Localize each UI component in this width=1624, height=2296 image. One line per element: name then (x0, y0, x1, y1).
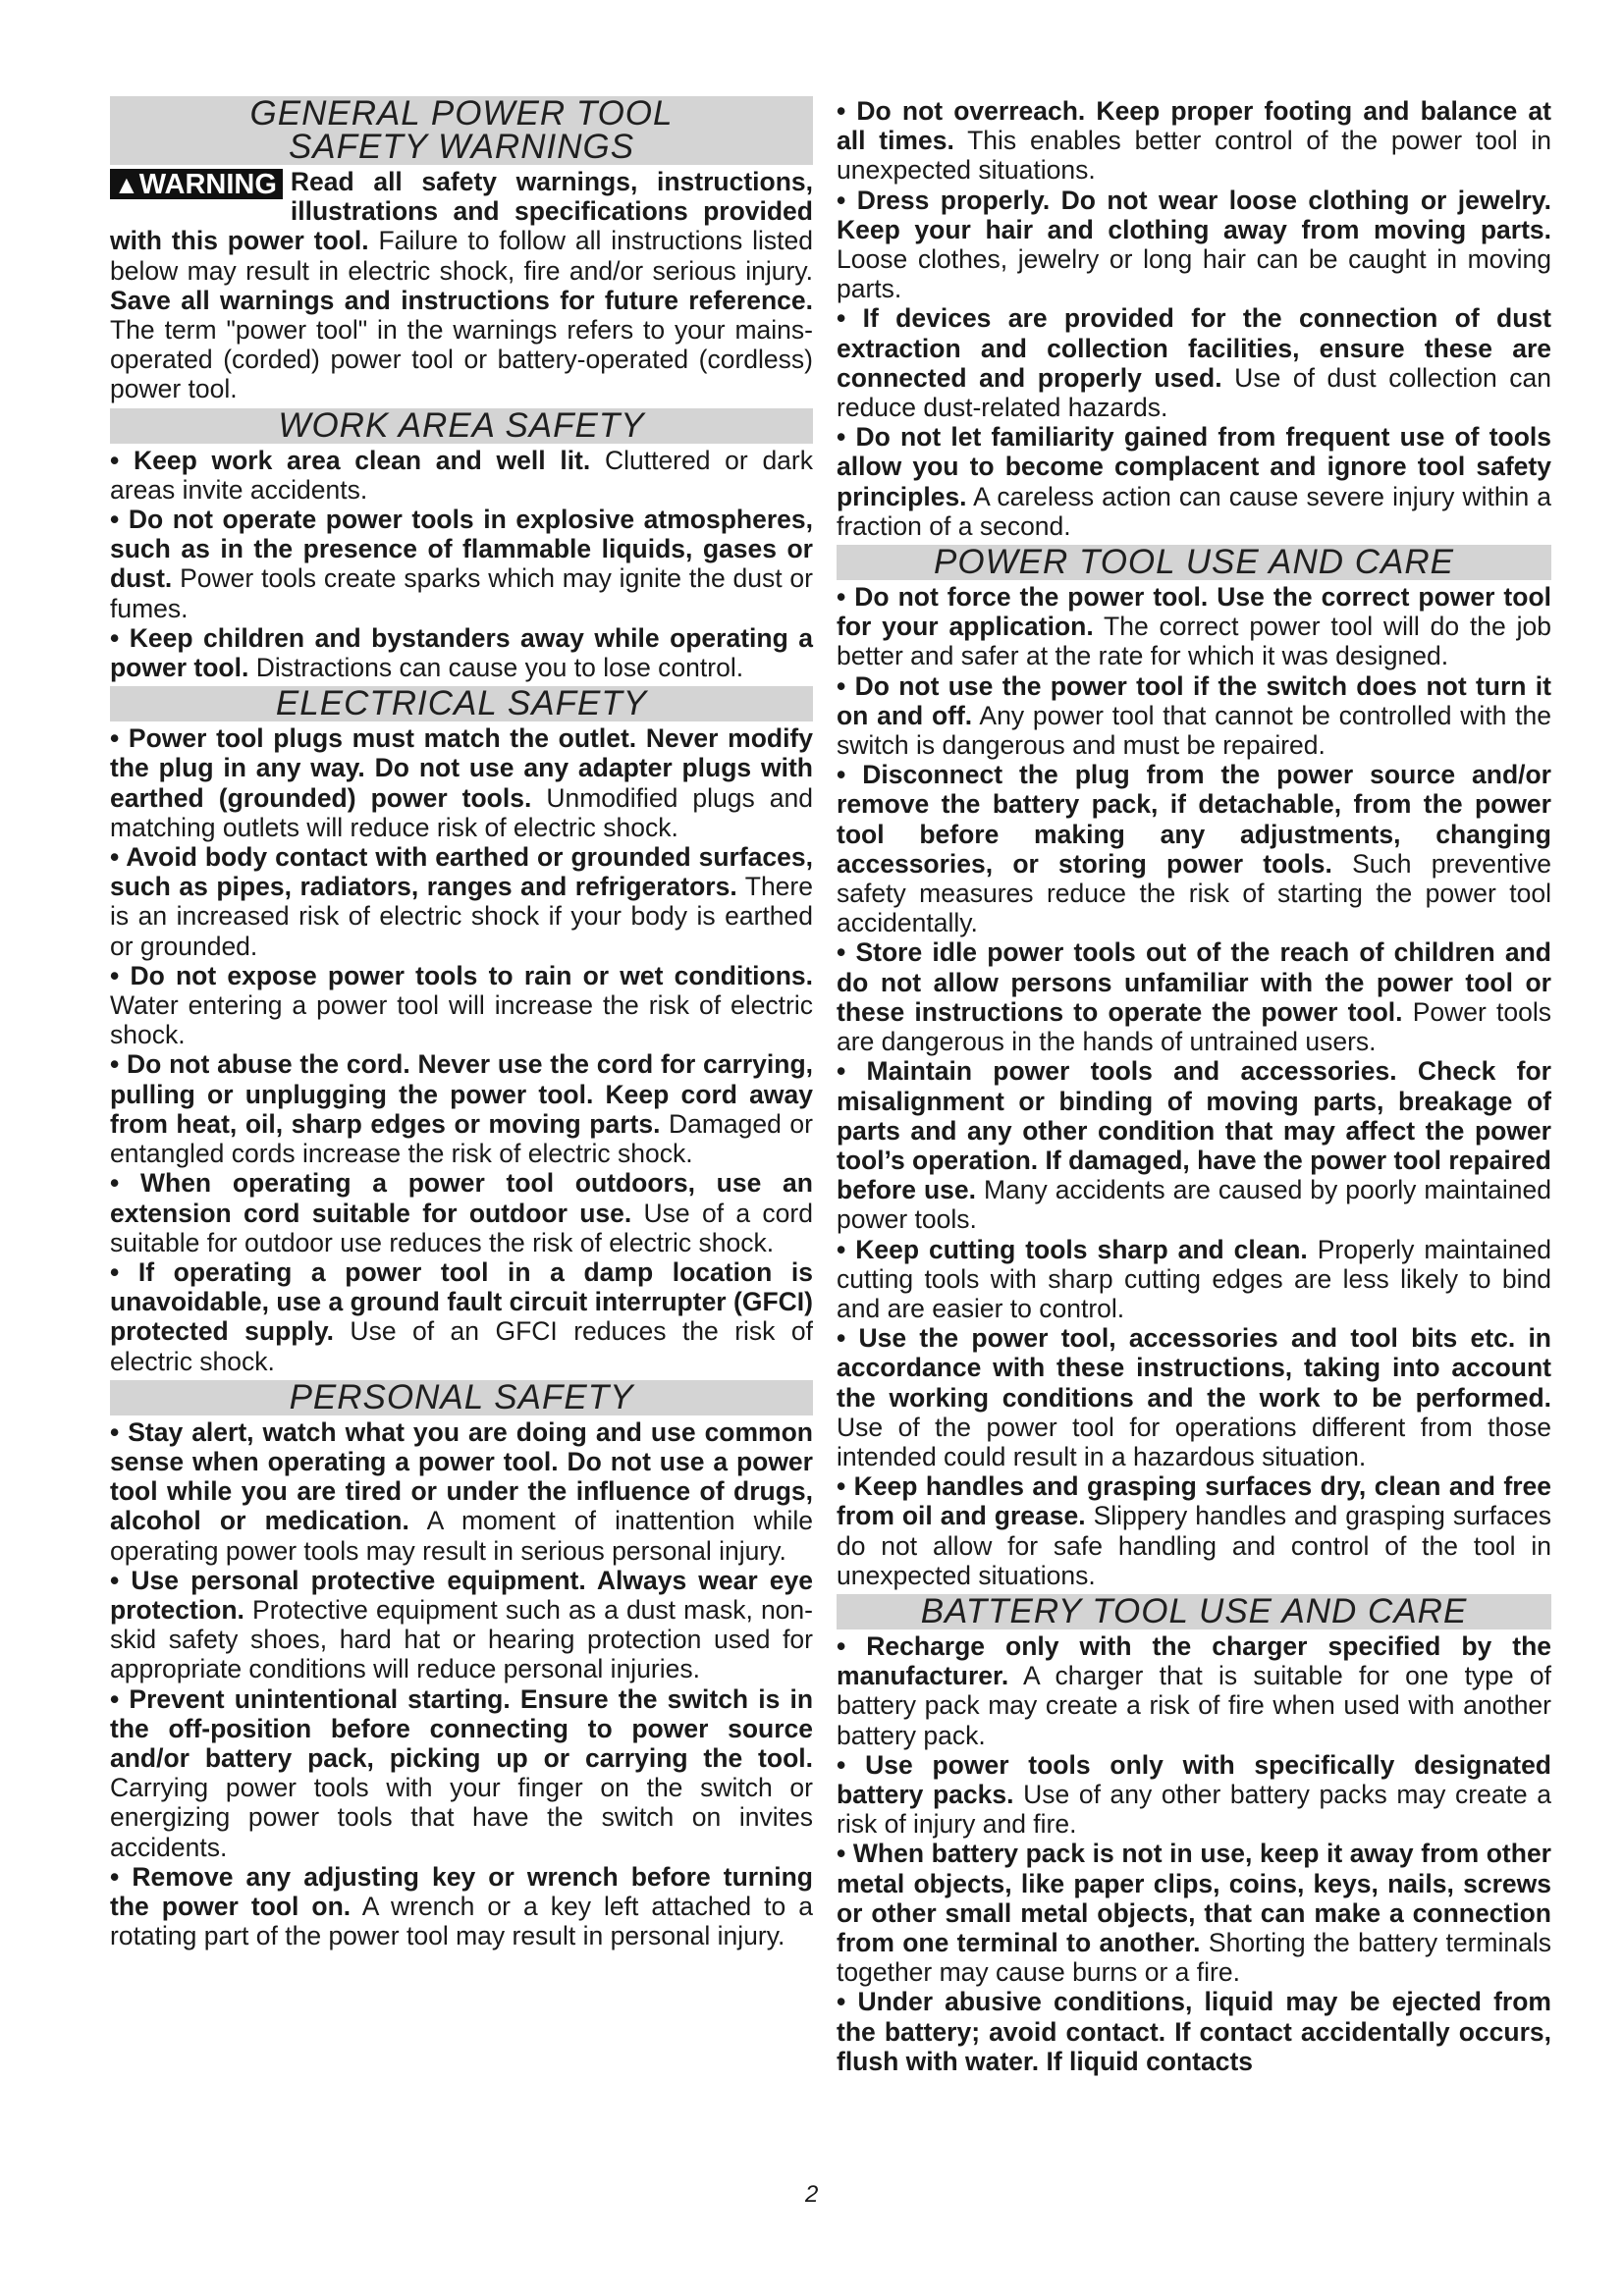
item-text: Carrying power tools with your finger on the switch or energizing power tools that have the switch on invites accidents. (110, 1773, 813, 1862)
list-item (837, 422, 1551, 541)
list-item (110, 842, 813, 961)
item-bold: • Do not use the power tool if the switch does not turn it on and off. (837, 670, 1551, 730)
item-text: Properly maintained cutting tools with sharp cutting edges are less likely to bind and are easier to control. (837, 1234, 1551, 1323)
item-bold: • Do not abuse the cord. Never use the cord for carrying, pulling or unplugging the power tool. Keep cord away from heat, oil, sharp edges or moving parts. (110, 1049, 813, 1139)
list-item (837, 96, 1551, 186)
intro-bold-2: Save all warnings and instructions for future reference. (110, 285, 813, 315)
item-bold: • When battery pack is not in use, keep it away from other metal objects, like paper clips, coins, keys, nails, screws or other small metal objects, that can make a connection from one terminal to another. (837, 1839, 1551, 1957)
left-column (110, 96, 813, 1950)
list-item (837, 186, 1551, 304)
list-item (110, 1049, 813, 1168)
list-item (110, 1566, 813, 1684)
item-bold: • When operating a power tool outdoors, use an extension cord suitable for outdoor use. (110, 1168, 813, 1228)
item-text: Use of an GFCI reduces the risk of electric shock. (110, 1316, 813, 1376)
list-item (837, 1750, 1551, 1840)
power-tool-list (837, 582, 1551, 1590)
list-item (837, 1471, 1551, 1590)
item-text: Such preventive safety measures reduce the risk of starting the power tool accidentally. (837, 848, 1551, 938)
list-item (837, 671, 1551, 761)
list-item (837, 303, 1551, 422)
item-text: Use of the power tool for operations different from those intended could result in a hazardous situation. (837, 1412, 1551, 1471)
item-bold: • Use power tools only with specifically designated battery packs. (837, 1749, 1551, 1809)
item-text: Distractions can cause you to lose control. (248, 653, 744, 683)
item-bold: • If operating a power tool in a damp location is unavoidable, use a ground fault circuit interrupter (GFCI) protected supply. (110, 1256, 813, 1347)
list-item (837, 937, 1551, 1056)
item-text: Use of a cord suitable for outdoor use reduces the risk of electric shock. (110, 1198, 813, 1257)
item-bold: • Do not let familiarity gained from frequent use of tools allow you to become complacent and ignore tool safety principles. (837, 422, 1551, 511)
personal-heading: PERSONAL SAFETY (110, 1380, 813, 1415)
item-bold: • Maintain power tools and accessories. Check for misalignment or binding of moving parts, breakage of parts and any other condition that may affect the power tool’s operation. If damaged, have the power tool repaired before use. (837, 1056, 1551, 1205)
list-item (110, 961, 813, 1050)
list-item (837, 1631, 1551, 1750)
list-item (110, 1257, 813, 1376)
item-text: Water entering a power tool will increase the risk of electric shock. (110, 990, 813, 1050)
personal-cont-list (837, 96, 1551, 541)
item-bold: • Dress properly. Do not wear loose clothing or jewelry. Keep your hair and clothing away from moving parts. (837, 185, 1551, 244)
item-bold: • Power tool plugs must match the outlet. Never modify the plug in any way. Do not use any adapter plugs with earthed (grounded) power tools. (110, 723, 813, 813)
general-intro (110, 167, 813, 404)
item-bold: • Keep cutting tools sharp and clean. (837, 1234, 1308, 1264)
item-text: Cluttered or dark areas invite accidents. (110, 445, 813, 505)
warning-badge-label: WARNING (138, 169, 277, 200)
list-item (110, 723, 813, 842)
item-text: Many accidents are caused by poorly maintained power tools. (837, 1175, 1551, 1235)
heading-line-1: GENERAL POWER TOOL (249, 94, 674, 133)
item-text: Shorting the battery terminals together may cause burns or a fire. (837, 1927, 1551, 1988)
list-item (110, 1168, 813, 1257)
list-item (837, 1235, 1551, 1324)
item-text: Loose clothes, jewelry or long hair can be caught in moving parts. (837, 244, 1551, 304)
list-item (110, 505, 813, 623)
battery-list (837, 1631, 1551, 2076)
item-text: A careless action can cause severe injury within a fraction of a second. (837, 481, 1551, 541)
list-item (837, 582, 1551, 671)
item-bold: • If devices are provided for the connection of dust extraction and collection facilities, ensure these are connected and properly used. (837, 303, 1551, 393)
item-text: Slippery handles and grasping surfaces do not allow for safe handling and control of the tool in unexpected situations. (837, 1501, 1551, 1590)
item-bold: • Remove any adjusting key or wrench before turning the power tool on. (110, 1861, 813, 1921)
item-bold: • Use the power tool, accessories and tool bits etc. in accordance with these instructions, taking into account the working conditions and the work to be performed. (837, 1323, 1551, 1413)
item-bold: • Avoid body contact with earthed or grounded surfaces, such as pipes, radiators, ranges and refrigerators. (110, 842, 813, 902)
item-bold: • Do not operate power tools in explosive atmospheres, such as in the presence of flammable liquids, gases or dust. (110, 505, 813, 594)
item-text: Damaged or entangled cords increase the risk of electric shock. (110, 1108, 813, 1169)
power-tool-heading: POWER TOOL USE AND CARE (837, 545, 1551, 580)
item-text: The correct power tool will do the job better and safer at the rate for which it was designed. (837, 612, 1551, 671)
item-bold: • Under abusive conditions, liquid may be ejected from the battery; avoid contact. If contact accidentally occurs, flush with water. If liquid contacts (837, 1987, 1551, 2076)
list-item (110, 1684, 813, 1862)
electrical-heading: ELECTRICAL SAFETY (110, 686, 813, 721)
intro-text-2: The term "power tool" in the warnings refers to your mains-operated (corded) power tool or battery-operated (cordless) power tool. (110, 315, 813, 404)
item-text: This enables better control of the power tool in unexpected situations. (837, 126, 1551, 186)
item-text: Protective equipment such as a dust mask, non-skid safety shoes, hard hat or hearing protection used for appropriate conditions will reduce personal injuries. (110, 1594, 813, 1684)
list-item (837, 760, 1551, 937)
intro-bold-1: Read all safety warnings, instructions, illustrations and specifications provided with this power tool. (110, 167, 813, 256)
item-text: A wrench or a key left attached to a rotating part of the power tool may result in personal injury. (110, 1891, 813, 1951)
intro-text-1: Failure to follow all instructions listed below may result in electric shock, fire and/or serious injury. (110, 226, 813, 286)
list-item (110, 446, 813, 505)
list-item (837, 1056, 1551, 1234)
list-item (837, 1987, 1551, 2076)
item-bold: • Keep work area clean and well lit. (110, 445, 591, 475)
item-text: There is an increased risk of electric shock if your body is earthed or grounded. (110, 872, 813, 961)
battery-heading: BATTERY TOOL USE AND CARE (837, 1594, 1551, 1629)
page-number: 2 (805, 2181, 819, 2208)
item-text: A charger that is suitable for one type of battery pack may create a risk of fire when used with another battery pack. (837, 1661, 1551, 1750)
item-bold: • Do not overreach. Keep proper footing and balance at all times. (837, 96, 1551, 156)
item-text: A moment of inattention while operating power tools may result in serious personal injury. (110, 1506, 813, 1566)
list-item (837, 1323, 1551, 1471)
item-bold: • Store idle power tools out of the reach of children and do not allow persons unfamiliar with the power tool or these instructions to operate the power tool. (837, 937, 1551, 1027)
item-bold: • Do not force the power tool. Use the correct power tool for your application. (837, 582, 1551, 642)
item-text: Power tools are dangerous in the hands of untrained users. (837, 996, 1551, 1057)
item-text: Unmodified plugs and matching outlets will reduce risk of electric shock. (110, 782, 813, 842)
item-bold: • Use personal protective equipment. Always wear eye protection. (110, 1565, 813, 1625)
warning-badge (110, 169, 283, 199)
item-text: Power tools create sparks which may ignite the dust or fumes. (110, 563, 813, 623)
electrical-list (110, 723, 813, 1375)
item-bold: • Prevent unintentional starting. Ensure the switch is in the off-position before connecting to power source and/or battery pack, picking up or carrying the tool. (110, 1683, 813, 1773)
list-item (110, 1417, 813, 1566)
item-bold: • Disconnect the plug from the power source and/or remove the battery pack, if detachable, from the power tool before making any adjustments, changing accessories, or storing power tools. (837, 760, 1551, 879)
item-bold: • Recharge only with the charger specified by the manufacturer. (837, 1630, 1551, 1691)
list-item (837, 1839, 1551, 1987)
item-bold: • Keep children and bystanders away while operating a power tool. (110, 622, 813, 683)
item-text: Any power tool that cannot be controlled with the switch is dangerous and must be repaired. (837, 700, 1551, 761)
heading-line-2: SAFETY WARNINGS (288, 128, 635, 166)
item-bold: • Keep handles and grasping surfaces dry, clean and free from oil and grease. (837, 1471, 1551, 1531)
general-safety-heading (110, 96, 813, 165)
item-bold: • Do not expose power tools to rain or wet conditions. (110, 960, 813, 990)
personal-list (110, 1417, 813, 1951)
item-text: Use of dust collection can reduce dust-related hazards. (837, 362, 1551, 423)
warning-triangle-icon: ▲ (114, 170, 139, 199)
right-column (837, 96, 1551, 2076)
work-area-heading: WORK AREA SAFETY (110, 408, 813, 444)
work-area-list (110, 446, 813, 683)
list-item (110, 623, 813, 682)
item-bold: • Stay alert, watch what you are doing and use common sense when operating a power tool. Do not use a power tool while you are tired or under the influence of drugs, alcohol or medication. (110, 1416, 813, 1536)
list-item (110, 1862, 813, 1951)
item-text: Use of any other battery packs may create a risk of injury and fire. (837, 1779, 1552, 1840)
